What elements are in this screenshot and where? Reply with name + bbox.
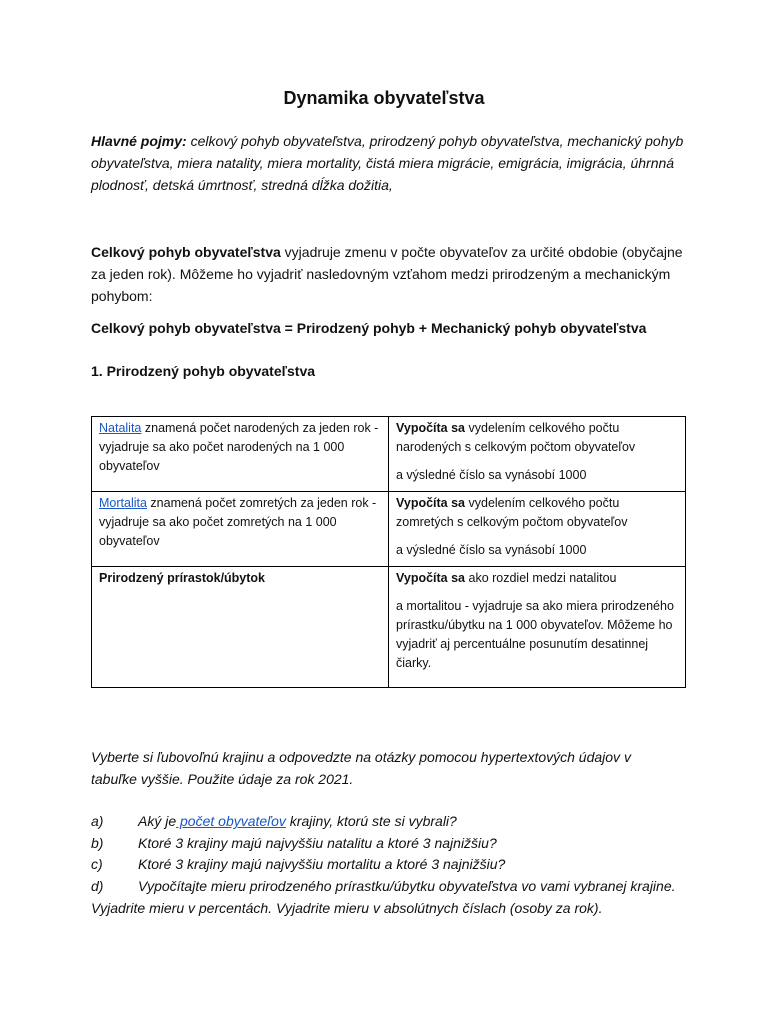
key-terms-text: celkový pohyb obyvateľstva, prirodzený pohyb obyvateľstva, mechanický pohyb obyvateľstva, miera natality, miera mortality, čistá miera migrácie, emigrácia, imigrácia, úhrnná plodnosť, detská úmrtnosť, stredná dĺžka dožitia, [91, 133, 684, 193]
intro-paragraph [91, 241, 691, 307]
population-link[interactable]: počet obyvateľov [176, 813, 286, 829]
question-letter: a) [91, 813, 104, 829]
cell-text: ako rozdiel medzi natalitou [465, 571, 617, 585]
question-text: Vypočítajte mieru prirodzeného prírastku/úbytku obyvateľstva vo vami vybranej krajine. Vyjadrite mieru v percentách. Vyjadrite mieru v absolútnych číslach (osoby za rok). [91, 878, 676, 916]
question-a [91, 810, 691, 832]
cell-text: vydelením celkového počtu narodených s celkovým počtom obyvateľov [396, 421, 636, 454]
table-row [92, 492, 686, 567]
question-c [91, 853, 691, 875]
table-cell [389, 567, 686, 688]
cell-text: vydelením celkového počtu zomretých s celkovým počtom obyvateľov [396, 496, 628, 529]
cell-text: a výsledné číslo sa vynásobí 1000 [396, 543, 587, 557]
table-cell [92, 567, 389, 688]
task-paragraph: Vyberte si ľubovoľnú krajinu a odpovedzte na otázky pomocou hypertextových údajov v tabuľke vyššie. Použite údaje za rok 2021. [91, 749, 631, 787]
cell-bold: Prirodzený prírastok/úbytok [99, 571, 266, 585]
formula: Celkový pohyb obyvateľstva = Prirodzený pohyb + Mechanický pohyb obyvateľstva [91, 320, 647, 336]
key-terms-paragraph [91, 130, 691, 196]
key-terms-label: Hlavné pojmy: [91, 133, 187, 149]
question-text: Ktoré 3 krajiny majú najvyššiu natalitu a ktoré 3 najnižšiu? [138, 835, 497, 851]
cell-bold: Vypočíta sa [396, 496, 466, 510]
question-d [91, 875, 691, 919]
table-row [92, 567, 686, 688]
question-text: Ktoré 3 krajiny majú najvyššiu mortalitu a ktoré 3 najnižšiu? [138, 856, 506, 872]
question-text: krajiny, ktorú ste si vybrali? [285, 813, 457, 829]
question-letter: d) [91, 878, 104, 894]
cell-text: znamená počet narodených za jeden rok - vyjadruje sa ako počet narodených na 1 000 obyvateľov [99, 421, 379, 473]
intro-bold: Celkový pohyb obyvateľstva [91, 244, 281, 260]
table-cell [92, 417, 389, 492]
question-letter: c) [91, 856, 103, 872]
natalita-link[interactable]: Natalita [99, 421, 142, 435]
question-letter: b) [91, 835, 104, 851]
table-cell [92, 492, 389, 567]
section-heading: 1. Prirodzený pohyb obyvateľstva [91, 363, 316, 379]
cell-bold: Vypočíta sa [396, 571, 466, 585]
table-row [92, 417, 686, 492]
cell-text: a mortalitou - vyjadruje sa ako miera prirodzeného prírastku/úbytku na 1 000 obyvateľov. Môžeme ho vyjadriť aj percentuálne posunutím desatinnej čiarky. [396, 599, 674, 670]
table-cell [389, 492, 686, 567]
question-b [91, 832, 691, 854]
mortalita-link[interactable]: Mortalita [99, 496, 147, 510]
cell-text: znamená počet zomretých za jeden rok - vyjadruje sa ako počet zomretých na 1 000 obyvateľov [99, 496, 377, 548]
intro-text: vyjadruje zmenu v počte obyvateľov za určité obdobie (obyčajne za jeden rok). Môžeme ho vyjadriť nasledovným vzťahom medzi prirodzeným a mechanickým pohybom: [91, 244, 683, 304]
definitions-table [91, 416, 686, 688]
table-cell [389, 417, 686, 492]
question-text: Aký je [138, 813, 177, 829]
cell-bold: Vypočíta sa [396, 421, 466, 435]
cell-text: a výsledné číslo sa vynásobí 1000 [396, 468, 587, 482]
page-title: Dynamika obyvateľstva [283, 88, 485, 108]
